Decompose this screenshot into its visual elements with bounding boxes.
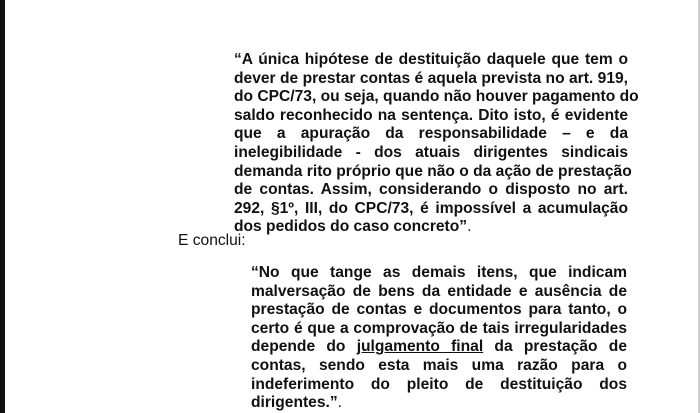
block-quote-2 xyxy=(251,264,627,413)
quote-1-period: . xyxy=(467,218,472,236)
quote-1-line: saldo reconhecido na sentença. Dito isto, é evidente xyxy=(234,106,628,124)
quote-1-line: dever de prestar contas é aquela prevista no art. 919, xyxy=(234,69,628,87)
intro-text: E conclui: xyxy=(178,232,246,249)
quote-1-line: inelegibilidade - dos atuais dirigentes sindicais xyxy=(234,143,628,161)
quote-2-line: prestação de contas e documentos para tanto, o xyxy=(251,301,627,319)
page-left-border xyxy=(0,0,5,413)
quote-2-line: malversação de bens da entidade e ausência de xyxy=(251,282,627,300)
quote-1-line: “A única hipótese de destituição daquele que tem o xyxy=(234,51,628,68)
quote-1-last-line xyxy=(234,218,628,237)
quote-2-last-line xyxy=(251,394,627,413)
quote-1-line: demanda rito próprio que não o da ação de prestação xyxy=(234,162,632,180)
quote-1-line: de contas. Assim, considerando o disposto no art. xyxy=(234,181,628,199)
quote-1-line: que a apuração da responsabilidade – e da xyxy=(234,125,628,143)
underlined-phrase: julgamento final xyxy=(356,338,484,356)
quote-2-closing-text: dirigentes.” xyxy=(251,394,338,412)
quote-2-period: . xyxy=(337,394,342,412)
quote-2-line: certo é que a comprovação de tais irregularidades xyxy=(251,319,627,337)
quote-2-line: contas, sendo esta mais uma razão para o xyxy=(251,356,627,374)
quote-2-text: depende do xyxy=(251,338,357,356)
quote-2-line: indeferimento do pleito de destituição dos xyxy=(251,375,627,393)
block-quote-1 xyxy=(234,51,639,237)
quote-1-closing-text: dos pedidos do caso concreto” xyxy=(234,218,468,236)
quote-2-text: da prestação de xyxy=(483,338,627,356)
quote-1-line: do CPC/73, ou seja, quando não houver pagamento do xyxy=(234,88,639,106)
quote-2-line-underlined xyxy=(251,338,627,357)
quote-1-line: 292, §1º, III, do CPC/73, é impossível a acumulação xyxy=(234,199,628,217)
quote-2-line: “No que tange as demais itens, que indicam xyxy=(251,264,627,281)
